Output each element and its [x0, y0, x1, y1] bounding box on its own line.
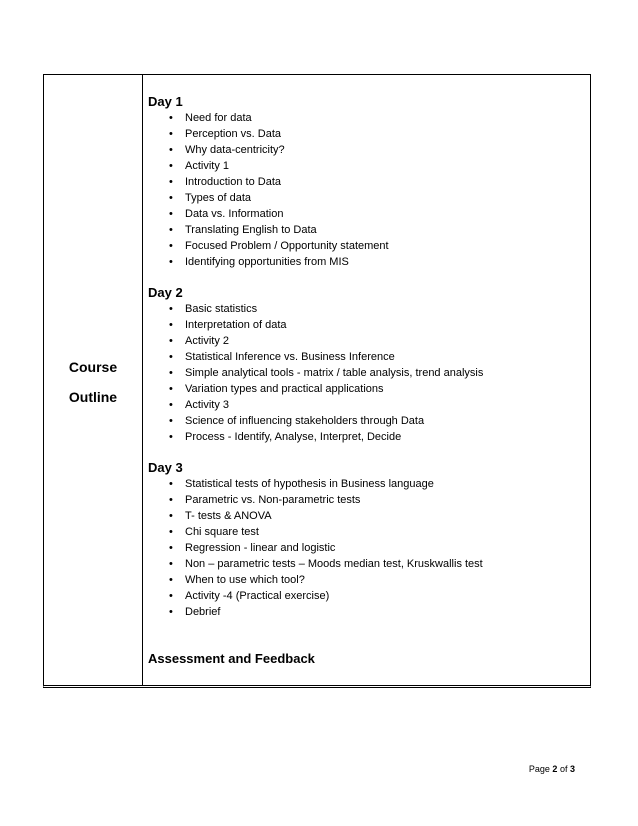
list-item: [148, 397, 590, 413]
list-item: [148, 126, 590, 142]
bullet-icon: •: [169, 606, 173, 618]
list-item: [148, 524, 590, 540]
list-item: [148, 190, 590, 206]
day-section: [148, 459, 590, 620]
list-item: [148, 381, 590, 397]
list-item-text: Activity 2: [185, 335, 230, 347]
list-item-text: Interpretation of data: [185, 319, 287, 331]
day-heading: Day 3: [148, 460, 183, 475]
bullet-icon: •: [169, 542, 173, 554]
bullet-icon: •: [169, 415, 173, 427]
list-item: [148, 301, 590, 317]
footer-total-pages: 3: [569, 764, 575, 774]
list-item: [148, 588, 590, 604]
day-section: [148, 93, 590, 270]
bullet-icon: •: [169, 494, 173, 506]
bullet-icon: •: [169, 510, 173, 522]
list-item-text: T- tests & ANOVA: [185, 510, 272, 522]
assessment-heading: Assessment and Feedback: [148, 651, 315, 666]
bullet-icon: •: [169, 431, 173, 443]
list-item: [148, 333, 590, 349]
topic-list: [148, 110, 590, 270]
list-item-text: Statistical Inference vs. Business Inference: [185, 351, 395, 363]
list-item-text: Need for data: [185, 112, 252, 124]
footer-page-word: Page: [528, 764, 550, 774]
day-heading: Day 1: [148, 94, 183, 109]
list-item-text: Why data-centricity?: [185, 144, 285, 156]
list-item: [148, 142, 590, 158]
list-item: [148, 254, 590, 270]
list-item: [148, 604, 590, 620]
bullet-icon: •: [169, 574, 173, 586]
list-item: [148, 476, 590, 492]
list-item-text: Parametric vs. Non-parametric tests: [185, 494, 361, 506]
day-section: [148, 284, 590, 445]
bullet-icon: •: [169, 112, 173, 124]
bullet-icon: •: [169, 590, 173, 602]
list-item-text: Science of influencing stakeholders through Data: [185, 415, 425, 427]
bullet-icon: •: [169, 319, 173, 331]
list-item-text: Focused Problem / Opportunity statement: [185, 240, 389, 252]
list-item: [148, 110, 590, 126]
bullet-icon: •: [169, 335, 173, 347]
list-item: [148, 540, 590, 556]
list-item-text: Identifying opportunities from MIS: [185, 256, 349, 268]
course-label: [44, 352, 142, 412]
footer-current-page: 2: [552, 764, 558, 774]
list-item: [148, 174, 590, 190]
bullet-icon: •: [169, 192, 173, 204]
course-label-line1: Course: [68, 359, 118, 375]
list-item: [148, 206, 590, 222]
list-item-text: Statistical tests of hypothesis in Business language: [185, 478, 434, 490]
bullet-icon: •: [169, 256, 173, 268]
course-label-line2: Outline: [68, 389, 118, 405]
day-heading: Day 2: [148, 285, 183, 300]
footer-of-word: of: [559, 764, 568, 774]
list-item-text: Process - Identify, Analyse, Interpret, Decide: [185, 431, 402, 443]
list-item-text: Activity -4 (Practical exercise): [185, 590, 330, 602]
topic-list: [148, 476, 590, 620]
list-item: [148, 492, 590, 508]
list-item-text: Debrief: [185, 606, 221, 618]
bullet-icon: •: [169, 351, 173, 363]
bullet-icon: •: [169, 224, 173, 236]
list-item: [148, 365, 590, 381]
list-item: [148, 413, 590, 429]
course-outline-table: [43, 74, 591, 688]
bullet-icon: •: [169, 176, 173, 188]
list-item: [148, 508, 590, 524]
bullet-icon: •: [169, 303, 173, 315]
list-item-text: Perception vs. Data: [185, 128, 281, 140]
bullet-icon: •: [169, 383, 173, 395]
list-item: [148, 429, 590, 445]
list-item: [148, 158, 590, 174]
list-item: [148, 238, 590, 254]
bullet-icon: •: [169, 558, 173, 570]
list-item: [148, 349, 590, 365]
list-item-text: Activity 1: [185, 160, 230, 172]
list-item-text: Activity 3: [185, 399, 230, 411]
bullet-icon: •: [169, 160, 173, 172]
bullet-icon: •: [169, 240, 173, 252]
bullet-icon: •: [169, 478, 173, 490]
topic-list: [148, 301, 590, 445]
list-item-text: Simple analytical tools - matrix / table analysis, trend analysis: [185, 367, 484, 379]
course-label-cell: [44, 75, 143, 685]
list-item: [148, 572, 590, 588]
list-item-text: Introduction to Data: [185, 176, 282, 188]
list-item: [148, 317, 590, 333]
list-item-text: Translating English to Data: [185, 224, 317, 236]
list-item-text: Data vs. Information: [185, 208, 284, 220]
course-content-cell: [143, 75, 590, 685]
bullet-icon: •: [169, 144, 173, 156]
bullet-icon: •: [169, 128, 173, 140]
list-item-text: Types of data: [185, 192, 252, 204]
list-item-text: Variation types and practical applications: [185, 383, 384, 395]
list-item-text: When to use which tool?: [185, 574, 305, 586]
list-item-text: Chi square test: [185, 526, 259, 538]
list-item-text: Basic statistics: [185, 303, 258, 315]
bullet-icon: •: [169, 526, 173, 538]
days-container: [148, 93, 590, 620]
bullet-icon: •: [169, 367, 173, 379]
page-footer: [529, 763, 575, 775]
bullet-icon: •: [169, 399, 173, 411]
list-item: [148, 222, 590, 238]
bullet-icon: •: [169, 208, 173, 220]
list-item-text: Non – parametric tests – Moods median test, Kruskwallis test: [185, 558, 483, 570]
list-item: [148, 556, 590, 572]
list-item-text: Regression - linear and logistic: [185, 542, 336, 554]
